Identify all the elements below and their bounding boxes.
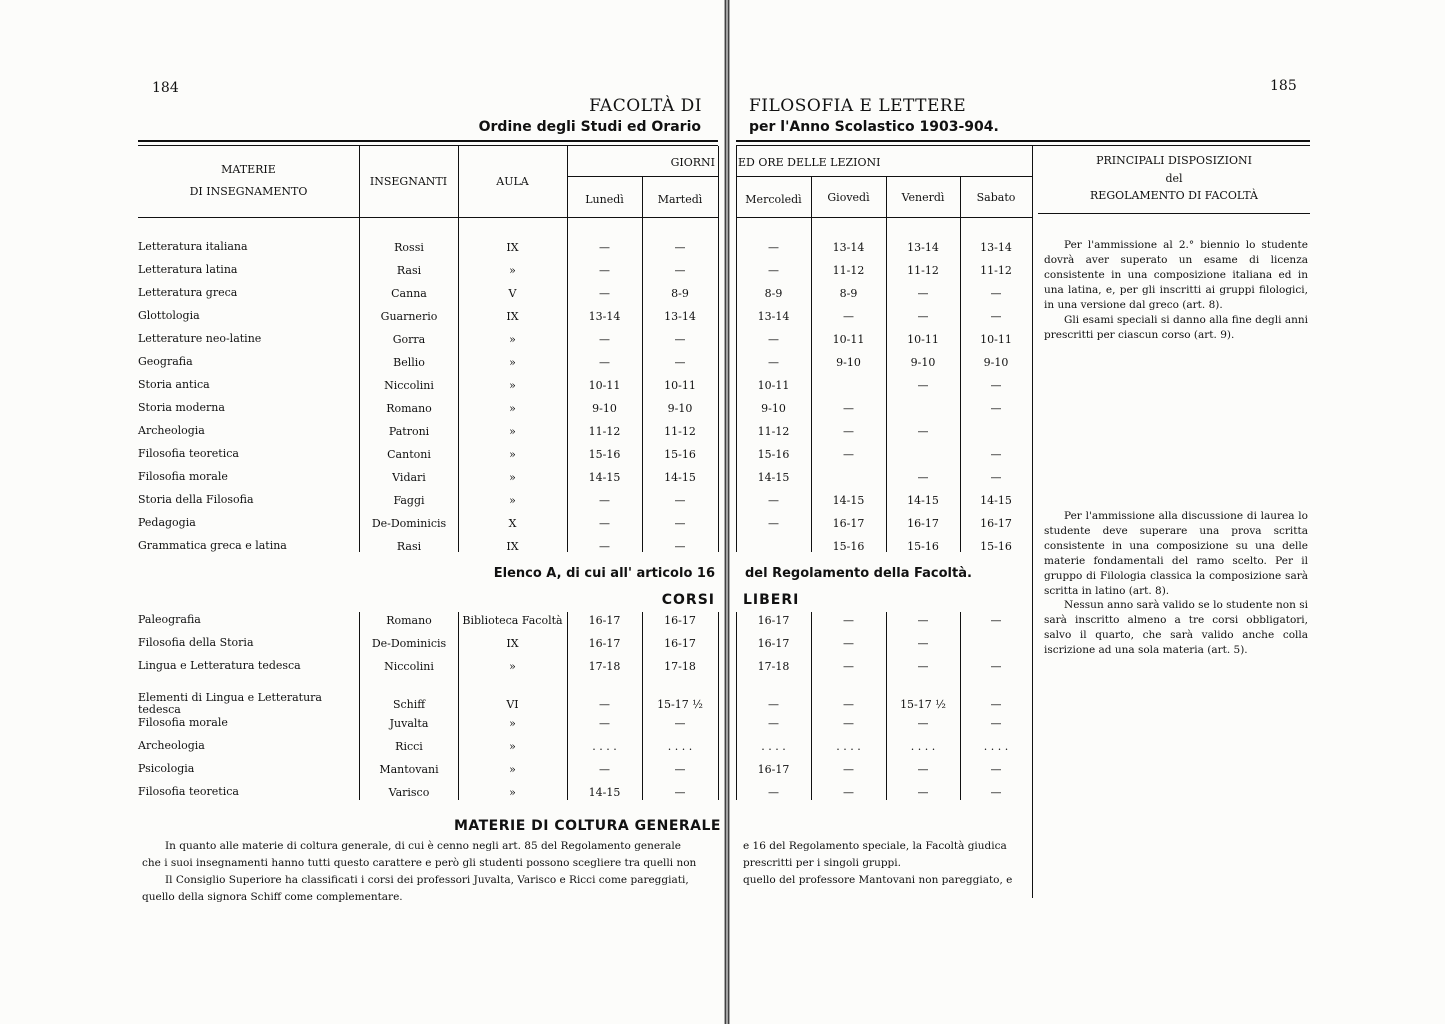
vline xyxy=(458,146,459,552)
row-cell-mer: — xyxy=(768,356,779,369)
row-subject: Letteratura greca xyxy=(138,286,238,299)
row-cell-lun: — xyxy=(599,333,610,346)
row-cell-lun: 17-18 xyxy=(588,660,621,673)
row-cell-lun: — xyxy=(599,264,610,277)
row-cell-mar: 15-17 ½ xyxy=(657,698,703,711)
row-cell-mar: 16-17 xyxy=(664,637,696,650)
row-cell-mar: — xyxy=(674,356,686,369)
top-rule-left xyxy=(138,140,718,146)
top-rule-right xyxy=(736,140,1310,146)
row-cell-ven: 15-17 ½ xyxy=(900,698,946,711)
row-cell-ven: 13-14 xyxy=(907,241,939,254)
row-cell-mar: 17-18 xyxy=(664,660,696,673)
row-teacher: Rasi xyxy=(396,264,422,277)
vline xyxy=(736,146,737,552)
header-aula: AULA xyxy=(496,175,529,188)
row-cell-ven: — xyxy=(917,763,929,776)
row-cell-mar: — xyxy=(674,540,686,553)
row-cell-lun: — xyxy=(599,540,610,553)
row-cell-sab: 16-17 xyxy=(980,517,1012,530)
row-cell-mer: — xyxy=(768,786,779,799)
row-cell-gio: — xyxy=(843,310,854,323)
row-cell-sab: — xyxy=(990,310,1002,323)
row-cell-lun: 16-17 xyxy=(588,614,621,627)
row-subject: Letteratura italiana xyxy=(138,240,248,253)
row-cell-gio: — xyxy=(843,448,854,461)
row-cell-gio: — xyxy=(843,614,854,627)
row-cell-sab: — xyxy=(990,402,1002,415)
row-cell-gio: 8-9 xyxy=(839,287,858,300)
row-aula: » xyxy=(509,786,516,799)
row-cell-ven: . . . . xyxy=(910,740,936,753)
row-cell-mar: — xyxy=(674,786,686,799)
header-day-giovedi: Giovedì xyxy=(827,191,870,204)
row-cell-sab: — xyxy=(990,287,1002,300)
row-cell-mer: 10-11 xyxy=(757,379,790,392)
row-cell-mer: . . . . xyxy=(761,740,786,753)
row-cell-ven: — xyxy=(917,425,929,438)
row-cell-mar: . . . . xyxy=(667,740,693,753)
vline xyxy=(359,146,360,552)
elenco-right: del Regolamento della Facoltà. xyxy=(745,566,972,581)
row-teacher: Rasi xyxy=(396,540,422,553)
row-teacher: De-Dominicis xyxy=(371,637,447,650)
row-cell-mer: 15-16 xyxy=(757,448,790,461)
row-aula: » xyxy=(509,333,516,346)
row-teacher: Patroni xyxy=(388,425,430,438)
header-title-left: FACOLTÀ DI xyxy=(589,96,702,116)
row-aula: » xyxy=(509,356,516,369)
row-cell-lun: 15-16 xyxy=(588,448,621,461)
row-cell-sab: — xyxy=(990,717,1002,730)
header-day-martedi: Martedì xyxy=(657,193,703,206)
row-subject: Glottologia xyxy=(138,309,200,322)
row-teacher: Ricci xyxy=(395,740,423,753)
row-cell-lun: — xyxy=(599,763,610,776)
row-cell-ven: 10-11 xyxy=(907,333,939,346)
row-cell-ven: — xyxy=(917,614,929,627)
row-cell-ven: 16-17 xyxy=(907,517,939,530)
row-teacher: De-Dominicis xyxy=(371,517,447,530)
header-sub-left: Ordine degli Studi ed Orario xyxy=(478,119,701,135)
row-subject: Filosofia morale xyxy=(138,470,228,483)
generale-line-3: Il Consiglio Superiore ha classificati i corsi dei professori Juvalta, Varisco e Ricci come pareggiati, xyxy=(165,874,689,886)
row-subject: Filosofia teoretica xyxy=(138,447,239,460)
row-subject: Geografia xyxy=(138,355,193,368)
row-cell-mar: 9-10 xyxy=(667,402,693,415)
row-cell-gio: 14-15 xyxy=(832,494,865,507)
row-cell-lun: — xyxy=(599,356,610,369)
row-cell-lun: 14-15 xyxy=(588,786,621,799)
row-subject: Archeologia xyxy=(138,424,205,437)
header-day-sabato: Sabato xyxy=(976,191,1016,204)
row-cell-sab: 9-10 xyxy=(983,356,1009,369)
row-subject: Lingua e Letteratura tedesca xyxy=(138,659,301,672)
row-cell-sab: — xyxy=(990,379,1002,392)
row-teacher: Juvalta xyxy=(389,717,429,730)
row-cell-ven: — xyxy=(917,310,929,323)
row-cell-sab: 10-11 xyxy=(980,333,1012,346)
row-aula: » xyxy=(509,494,516,507)
row-aula: » xyxy=(509,379,516,392)
row-aula: » xyxy=(509,448,516,461)
row-subject: Elementi di Lingua e Letteratura tedesca xyxy=(138,691,322,716)
giorni-rule-right xyxy=(736,176,1032,177)
row-cell-mer: 8-9 xyxy=(764,287,783,300)
vline xyxy=(567,146,568,552)
row-cell-gio: — xyxy=(843,717,854,730)
row-subject: Storia antica xyxy=(138,378,210,391)
row-cell-ven: — xyxy=(917,637,929,650)
generale-right-2: prescritti per i singoli gruppi. xyxy=(743,857,901,869)
row-cell-mar: — xyxy=(674,494,686,507)
row-cell-mar: 11-12 xyxy=(664,425,696,438)
note-4: Nessun anno sarà valido se lo studente non si sarà inscritto almeno a tre corsi obbligatori, salvo il quarto, che sarà valido anche colla iscrizione ad una sola materia (art. 5). xyxy=(1044,599,1308,656)
header-disposizioni-del: del xyxy=(1165,172,1183,185)
row-subject: Storia moderna xyxy=(138,401,225,414)
row-teacher: Mantovani xyxy=(379,763,439,776)
row-aula: V xyxy=(508,287,517,300)
row-cell-sab: 15-16 xyxy=(980,540,1012,553)
row-cell-mar: 13-14 xyxy=(664,310,696,323)
header-insegnanti: INSEGNANTI xyxy=(369,175,448,188)
row-teacher: Faggi xyxy=(393,494,425,507)
row-cell-mar: — xyxy=(674,517,686,530)
row-cell-sab: — xyxy=(990,698,1002,711)
row-cell-mer: — xyxy=(768,717,779,730)
elenco-left: Elenco A, di cui all' articolo 16 xyxy=(493,566,715,581)
row-teacher: Romano xyxy=(386,614,432,627)
row-cell-gio: 13-14 xyxy=(832,241,865,254)
row-cell-mar: — xyxy=(674,763,686,776)
generale-line-1: In quanto alle materie di coltura generale, di cui è cenno negli art. 85 del Regolamento generale xyxy=(165,840,681,852)
row-subject: Filosofia della Storia xyxy=(138,636,254,649)
header-bottom-rule-left xyxy=(138,217,718,218)
row-cell-ven: — xyxy=(917,717,929,730)
header-sub-right: per l'Anno Scolastico 1903-904. xyxy=(749,119,999,135)
row-cell-mer: 16-17 xyxy=(757,614,790,627)
row-cell-lun: 16-17 xyxy=(588,637,621,650)
row-cell-mar: — xyxy=(674,241,686,254)
row-cell-ven: 11-12 xyxy=(907,264,939,277)
row-cell-sab: 14-15 xyxy=(980,494,1012,507)
row-aula: » xyxy=(509,402,516,415)
row-cell-lun: 13-14 xyxy=(588,310,621,323)
row-teacher: Cantoni xyxy=(387,448,431,461)
row-cell-mar: — xyxy=(674,717,686,730)
row-teacher: Niccolini xyxy=(384,379,434,392)
row-cell-sab: — xyxy=(990,471,1002,484)
row-aula: » xyxy=(509,471,516,484)
row-teacher: Rossi xyxy=(394,241,424,254)
header-materie: MATERIE xyxy=(221,163,276,176)
row-cell-lun: — xyxy=(599,517,610,530)
row-aula: » xyxy=(509,763,516,776)
row-teacher: Gorra xyxy=(392,333,426,346)
row-cell-gio: 15-16 xyxy=(832,540,865,553)
row-aula: » xyxy=(509,660,516,673)
row-cell-ven: — xyxy=(917,287,929,300)
row-cell-ven: — xyxy=(917,660,929,673)
corsi-label: CORSI xyxy=(661,592,715,608)
row-subject: Psicologia xyxy=(138,762,195,775)
row-aula: IX xyxy=(506,241,519,254)
row-aula: IX xyxy=(506,637,519,650)
header-bottom-rule-right xyxy=(736,217,1032,218)
row-teacher: Vidari xyxy=(392,471,426,484)
row-cell-sab: 13-14 xyxy=(980,241,1012,254)
row-cell-lun: — xyxy=(599,698,610,711)
disp-bottom-rule xyxy=(1038,213,1310,214)
row-teacher: Niccolini xyxy=(384,660,434,673)
row-teacher: Canna xyxy=(391,287,427,300)
row-subject: Letterature neo-latine xyxy=(138,332,262,345)
vline xyxy=(718,146,719,552)
generale-line-4: quello della signora Schiff come complementare. xyxy=(142,891,403,903)
header-disposizioni: PRINCIPALI DISPOSIZIONI xyxy=(1096,154,1252,167)
note-3: Per l'ammissione alla discussione di laurea lo studente deve superare una prova scritta consistente in una composizione su una delle materie fondamentali del ramo scelto. Per il gruppo di Filologia classica la composizione sarà scritta in latino (art. 8). xyxy=(1044,510,1308,597)
row-cell-sab: 11-12 xyxy=(980,264,1012,277)
liberi-label: LIBERI xyxy=(743,592,800,608)
row-cell-gio: 11-12 xyxy=(832,264,865,277)
row-aula: » xyxy=(509,740,516,753)
row-teacher: Guarnerio xyxy=(380,310,438,323)
row-cell-mer: 13-14 xyxy=(757,310,790,323)
page-number-right: 185 xyxy=(1270,78,1297,94)
row-cell-lun: — xyxy=(599,241,610,254)
row-cell-ven: 14-15 xyxy=(907,494,939,507)
row-subject: Storia della Filosofia xyxy=(138,493,254,506)
row-cell-gio: — xyxy=(843,637,854,650)
row-cell-lun: — xyxy=(599,494,610,507)
note-1: Per l'ammissione al 2.° biennio lo studente dovrà aver superato un esame di licenza consistente in una composizione italiana ed in una latina, e, per gli inscritti ai gruppi filologici, in una versione dal greco (art. 8). xyxy=(1044,239,1308,311)
row-cell-mar: — xyxy=(674,333,686,346)
row-aula: X xyxy=(508,517,517,530)
row-cell-lun: 9-10 xyxy=(592,402,617,415)
row-cell-gio: . . . . xyxy=(836,740,861,753)
row-cell-mer: 9-10 xyxy=(761,402,786,415)
row-cell-mer: 11-12 xyxy=(757,425,790,438)
row-cell-mer: — xyxy=(768,241,779,254)
row-aula: » xyxy=(509,717,516,730)
row-cell-ven: 9-10 xyxy=(910,356,936,369)
row-cell-gio: — xyxy=(843,425,854,438)
row-cell-gio: 10-11 xyxy=(832,333,865,346)
row-cell-lun: . . . . xyxy=(592,740,617,753)
row-cell-gio: — xyxy=(843,402,854,415)
header-day-venerdi: Venerdì xyxy=(901,191,945,204)
row-cell-mer: — xyxy=(768,333,779,346)
row-subject: Filosofia morale xyxy=(138,716,228,729)
row-cell-lun: 14-15 xyxy=(588,471,621,484)
row-cell-ven: — xyxy=(917,471,929,484)
row-aula: » xyxy=(509,425,516,438)
row-aula: VI xyxy=(506,698,519,711)
header-giorni-left: GIORNI xyxy=(670,156,715,169)
row-cell-sab: — xyxy=(990,660,1002,673)
row-cell-ven: — xyxy=(917,379,929,392)
row-cell-mar: 14-15 xyxy=(664,471,696,484)
row-cell-mar: 15-16 xyxy=(664,448,696,461)
header-materie-2: DI INSEGNAMENTO xyxy=(189,185,308,198)
book-gutter xyxy=(724,0,730,1024)
generale-right-1: e 16 del Regolamento speciale, la Facoltà giudica xyxy=(743,840,1007,852)
vline xyxy=(1032,146,1033,898)
row-cell-lun: 10-11 xyxy=(588,379,621,392)
row-subject: Letteratura latina xyxy=(138,263,238,276)
row-cell-mar: 8-9 xyxy=(671,287,689,300)
row-aula: IX xyxy=(506,310,519,323)
row-cell-sab: — xyxy=(990,763,1002,776)
row-subject: Archeologia xyxy=(138,739,205,752)
row-subject: Grammatica greca e latina xyxy=(138,539,287,552)
row-cell-mer: — xyxy=(768,494,779,507)
header-regolamento: REGOLAMENTO DI FACOLTÀ xyxy=(1090,189,1258,202)
row-aula: Biblioteca Facoltà xyxy=(462,614,563,627)
row-cell-sab: — xyxy=(990,448,1002,461)
row-cell-mar: — xyxy=(674,264,686,277)
row-aula: IX xyxy=(506,540,519,553)
row-cell-mar: 10-11 xyxy=(664,379,696,392)
row-cell-lun: — xyxy=(599,717,610,730)
row-cell-mar: 16-17 xyxy=(664,614,696,627)
row-cell-gio: — xyxy=(843,660,854,673)
row-cell-gio: — xyxy=(843,698,854,711)
header-title-right: FILOSOFIA E LETTERE xyxy=(749,96,967,116)
row-cell-mer: — xyxy=(768,517,779,530)
row-cell-sab: — xyxy=(990,614,1002,627)
row-cell-ven: 15-16 xyxy=(907,540,939,553)
row-cell-mer: 14-15 xyxy=(757,471,790,484)
row-teacher: Varisco xyxy=(388,786,430,799)
header-giorni-right: ED ORE DELLE LEZIONI xyxy=(738,156,881,169)
row-cell-mer: 16-17 xyxy=(757,637,790,650)
row-cell-mer: 16-17 xyxy=(757,763,790,776)
header-day-lunedi: Lunedì xyxy=(585,193,624,206)
generale-line-2: che i suoi insegnamenti hanno tutti questo carattere e però gli studenti possono scegliere tra quelli non xyxy=(142,857,697,869)
vline xyxy=(718,612,719,800)
row-cell-lun: — xyxy=(599,287,610,300)
row-subject: Paleografia xyxy=(138,613,201,626)
note-2: Gli esami speciali si danno alla fine degli anni prescritti per ciascun corso (art. 9). xyxy=(1044,314,1308,341)
row-subject: Filosofia teoretica xyxy=(138,785,239,798)
row-cell-ven: — xyxy=(917,786,929,799)
row-cell-mer: — xyxy=(768,698,779,711)
row-cell-gio: — xyxy=(843,786,854,799)
row-cell-mer: 17-18 xyxy=(757,660,790,673)
row-cell-gio: — xyxy=(843,763,854,776)
row-aula: » xyxy=(509,264,516,277)
row-cell-gio: 9-10 xyxy=(836,356,861,369)
header-day-mercoledi: Mercoledì xyxy=(745,193,802,206)
row-cell-gio: 16-17 xyxy=(832,517,865,530)
generale-right-3: quello del professore Mantovani non pareggiato, e xyxy=(743,874,1013,886)
row-cell-sab: — xyxy=(990,786,1002,799)
generale-heading: MATERIE DI COLTURA GENERALE xyxy=(453,818,721,834)
row-teacher: Schiff xyxy=(392,698,426,711)
row-cell-mer: — xyxy=(768,264,779,277)
row-cell-sab: . . . . xyxy=(983,740,1009,753)
row-subject: Pedagogia xyxy=(138,516,196,529)
row-teacher: Bellio xyxy=(393,356,425,369)
page-number-left: 184 xyxy=(152,80,179,96)
row-cell-lun: 11-12 xyxy=(588,425,621,438)
row-teacher: Romano xyxy=(386,402,432,415)
